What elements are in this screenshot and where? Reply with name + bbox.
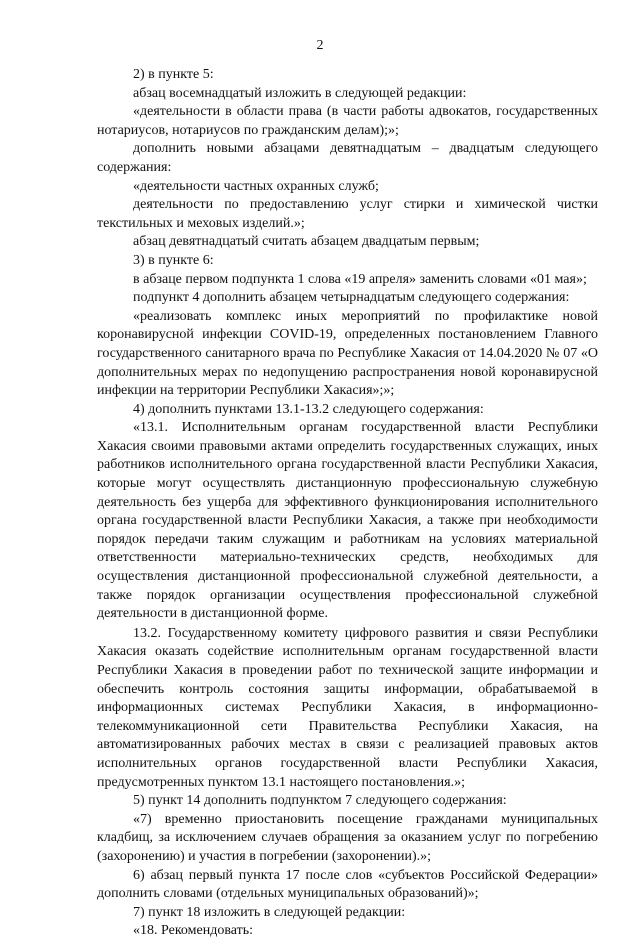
document-body: [97, 66, 598, 941]
paragraph: деятельности по предоставлению услуг стирки и химической чистки текстильных и меховых изделий.»;: [97, 197, 598, 231]
paragraph: «13.1. Исполнительным органам государственной власти Республики Хакасия своими правовыми актами определить государственных служащих, иных работников исполнительного органа государственной власти Республики Хакасия, которые могут осуществлять дистанционную профессиональную служебную деятельность без ущерба для эффективного функционирования исполнительного органа государственной власти Республики Хакасия, а также при необходимости порядок передачи таким служащим и работникам на условиях материальной ответственности материально-технических средств, необходимых для осуществления дистанционной профессиональной служебной деятельности, а также порядок организации осуществления профессиональной служебной деятельности в дистанционной форме.: [97, 420, 598, 622]
paragraph: «деятельности в области права (в части работы адвокатов, государственных нотариусов, нотариусов по гражданским делам);»;: [97, 104, 598, 138]
paragraph: 6) абзац первый пункта 17 после слов «субъектов Российской Федерации» дополнить словами (отдельных муниципальных образований)»;: [97, 867, 598, 902]
paragraph: «18. Рекомендовать:: [133, 923, 253, 939]
paragraph: 7) пункт 18 изложить в следующей редакции:: [133, 904, 406, 920]
paragraph: подпункт 4 дополнить абзацем четырнадцатым следующего содержания:: [133, 290, 570, 306]
paragraph: абзац восемнадцатый изложить в следующей редакции:: [133, 85, 467, 101]
paragraph: 2) в пункте 5:: [133, 67, 214, 82]
paragraph: 5) пункт 14 дополнить подпунктом 7 следующего содержания:: [133, 793, 507, 809]
paragraph: «7) временно приостановить посещение гражданами муниципальных кладбищ, за исключением случаев обращения за оказанием услуг по погребению (захоронению) и участия в погребении (захоронении).»;: [97, 811, 598, 864]
paragraph: 4) дополнить пунктами 13.1-13.2 следующего содержания:: [133, 401, 484, 417]
paragraph: 3) в пункте 6:: [133, 252, 214, 268]
page-number: 2: [316, 38, 324, 53]
paragraph: в абзаце первом подпункта 1 слова «19 апреля» заменить словами «01 мая»;: [133, 271, 587, 287]
paragraph: абзац девятнадцатый считать абзацем двадцатым первым;: [133, 234, 480, 250]
paragraph: «реализовать комплекс иных мероприятий по профилактике новой коронавирусной инфекции COVID-19, определенных постановлением Главного государственного санитарного врача по Республике Хакасия от 14.04.2020 № 07 «О дополнительных мерах по недопущению распространения новой коронавирусной инфекции на территории Республики Хакасия»;»;: [97, 308, 598, 399]
paragraph: дополнить новыми абзацами девятнадцатым – двадцатым следующего содержания:: [97, 141, 598, 175]
paragraph: «деятельности частных охранных служб;: [133, 178, 379, 194]
paragraph: 13.2. Государственному комитету цифрового развития и связи Республики Хакасия оказать содействие исполнительным органам государственной власти Республики Хакасия в проведении работ по технической защите информации и обеспечить контроль состояния защиты информации, обрабатываемой в информационных системах Республики Хакасия, в информационно-телекоммуникационной сети Правительства Республики Хакасия, на автоматизированных рабочих местах в связи с реализацией правовых актов исполнительных органов государственной власти Республики Хакасия, предусмотренных пунктом 13.1 настоящего постановления.»;: [97, 625, 598, 790]
